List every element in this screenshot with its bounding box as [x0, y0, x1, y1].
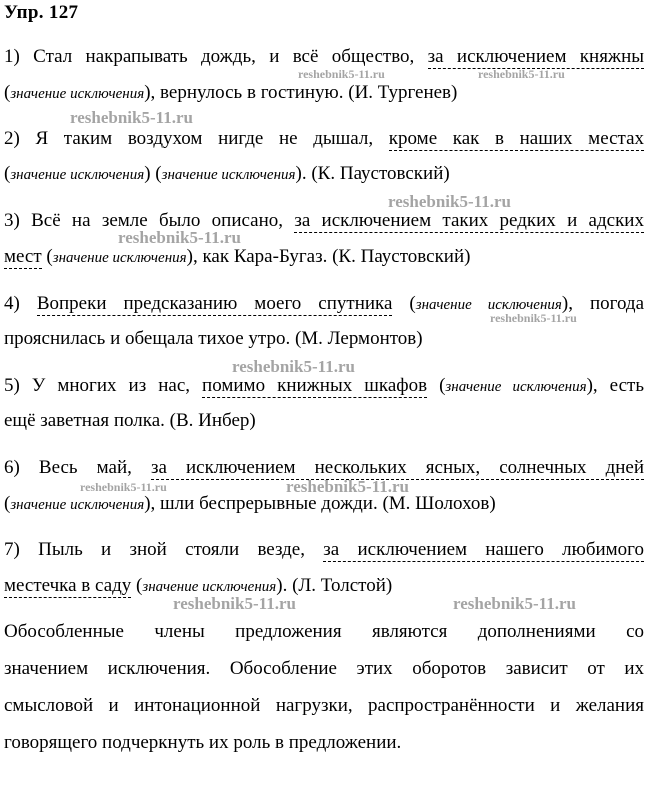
item-3-line-2 [4, 246, 644, 269]
item-2-note-1: значение исключения [10, 167, 145, 183]
item-6-source: ), шли беспрерывные дожди. (М. Шолохов) [144, 493, 496, 514]
exercise-title: Упр. 127 [4, 2, 79, 23]
item-1-line-2 [4, 82, 644, 105]
item-7-note: значение исключения [142, 579, 277, 595]
item-5-paren: ( [427, 375, 446, 396]
item-1-paren: ( [4, 82, 11, 103]
item-2-paren: ( [4, 163, 11, 184]
item-3-line-1 [4, 210, 644, 232]
watermark: reshebnik5-11.ru [388, 192, 511, 211]
item-2-line-2 [4, 163, 644, 186]
item-6-line-1 [4, 457, 644, 479]
watermark: reshebnik5-11.ru [490, 311, 577, 325]
item-7-source: ). (Л. Толстой) [276, 575, 393, 596]
item-2-source: ). (К. Паустовский) [295, 163, 450, 184]
item-7-underlined-2: местечка в саду [4, 575, 132, 596]
watermark: reshebnik5-11.ru [80, 480, 167, 494]
item-4-paren: ( [392, 293, 416, 314]
item-2-underlined: кроме как в наших местах [388, 128, 645, 149]
watermark: reshebnik5-11.ru [70, 108, 193, 127]
watermark: reshebnik5-11.ru [298, 67, 385, 81]
item-1-line-1 [4, 46, 644, 68]
item-2-paren-mid: ) ( [144, 163, 162, 184]
item-5-text-end: ), есть [586, 375, 644, 396]
conclusion-line-2: значением исключения. Обособление этих оборотов зависит от их [4, 658, 644, 679]
item-6-underlined: за исключением нескольких ясных, солнечных дней [150, 457, 645, 478]
item-1-note: значение исключения [10, 86, 145, 102]
item-5-text: 5) У многих из нас, [4, 375, 203, 396]
item-4-underlined: Вопреки предсказанию моего спутника [36, 293, 393, 314]
item-3-paren: ( [41, 246, 53, 267]
item-3-source: ), как Кара-Бугаз. (К. Паустовский) [186, 246, 471, 267]
item-5-note: значение исключения [445, 379, 587, 395]
item-4-number: 4) [4, 293, 37, 314]
item-7-paren: ( [131, 575, 143, 596]
watermark: reshebnik5-11.ru [286, 477, 409, 496]
watermark: reshebnik5-11.ru [118, 228, 241, 247]
item-4-line-2 [4, 328, 644, 350]
item-5-line-1 [4, 375, 644, 398]
item-5-source: ещё заветная полка. (В. Инбер) [4, 410, 256, 431]
item-7-underlined: за исключением нашего любимого [323, 539, 644, 560]
conclusion-line-1: Обособленные члены предложения являются дополнениями со [4, 621, 644, 642]
item-1-underlined: за исключением княжны [427, 46, 644, 67]
item-5-line-2 [4, 410, 644, 432]
item-4-text: ), погода [561, 293, 645, 314]
watermark: reshebnik5-11.ru [453, 594, 576, 613]
item-2-note-2: значение исключения [161, 167, 296, 183]
item-4-note: значение исключения [415, 297, 562, 313]
conclusion-line-4: говорящего подчеркнуть их роль в предложении. [4, 732, 402, 753]
watermark: reshebnik5-11.ru [232, 357, 355, 376]
item-6-line-2 [4, 493, 644, 516]
item-7-line-2 [4, 575, 644, 598]
item-3-underlined: за исключением таких редких и адских [294, 210, 644, 231]
item-3-note: значение исключения [52, 250, 187, 266]
item-1-source: ), вернулось в гостиную. (И. Тургенев) [144, 82, 458, 103]
item-1-text: 1) Стал накрапывать дождь, и всё общество, [4, 46, 428, 67]
item-3-underlined-2: мест [4, 246, 42, 267]
item-6-text: 6) Весь май, [4, 457, 151, 478]
conclusion-line-3: смысловой и интонационной нагрузки, распространённости и желания [4, 695, 644, 716]
item-7-line-1 [4, 539, 644, 561]
item-7-text: 7) Пыль и зной стояли везде, [4, 539, 324, 560]
item-5-underlined: помимо книжных шкафов [202, 375, 428, 396]
watermark: reshebnik5-11.ru [173, 594, 296, 613]
item-4-line-1 [4, 293, 644, 316]
item-3-text: 3) Всё на земле было описано, [4, 210, 295, 231]
item-6-note: значение исключения [10, 497, 145, 513]
item-4-source: прояснилась и обещала тихое утро. (М. Лермонтов) [4, 328, 423, 349]
watermark: reshebnik5-11.ru [478, 67, 565, 81]
item-2-text: 2) Я таким воздухом нигде не дышал, [4, 128, 389, 149]
item-2-line-1 [4, 128, 644, 150]
item-6-paren: ( [4, 493, 11, 514]
